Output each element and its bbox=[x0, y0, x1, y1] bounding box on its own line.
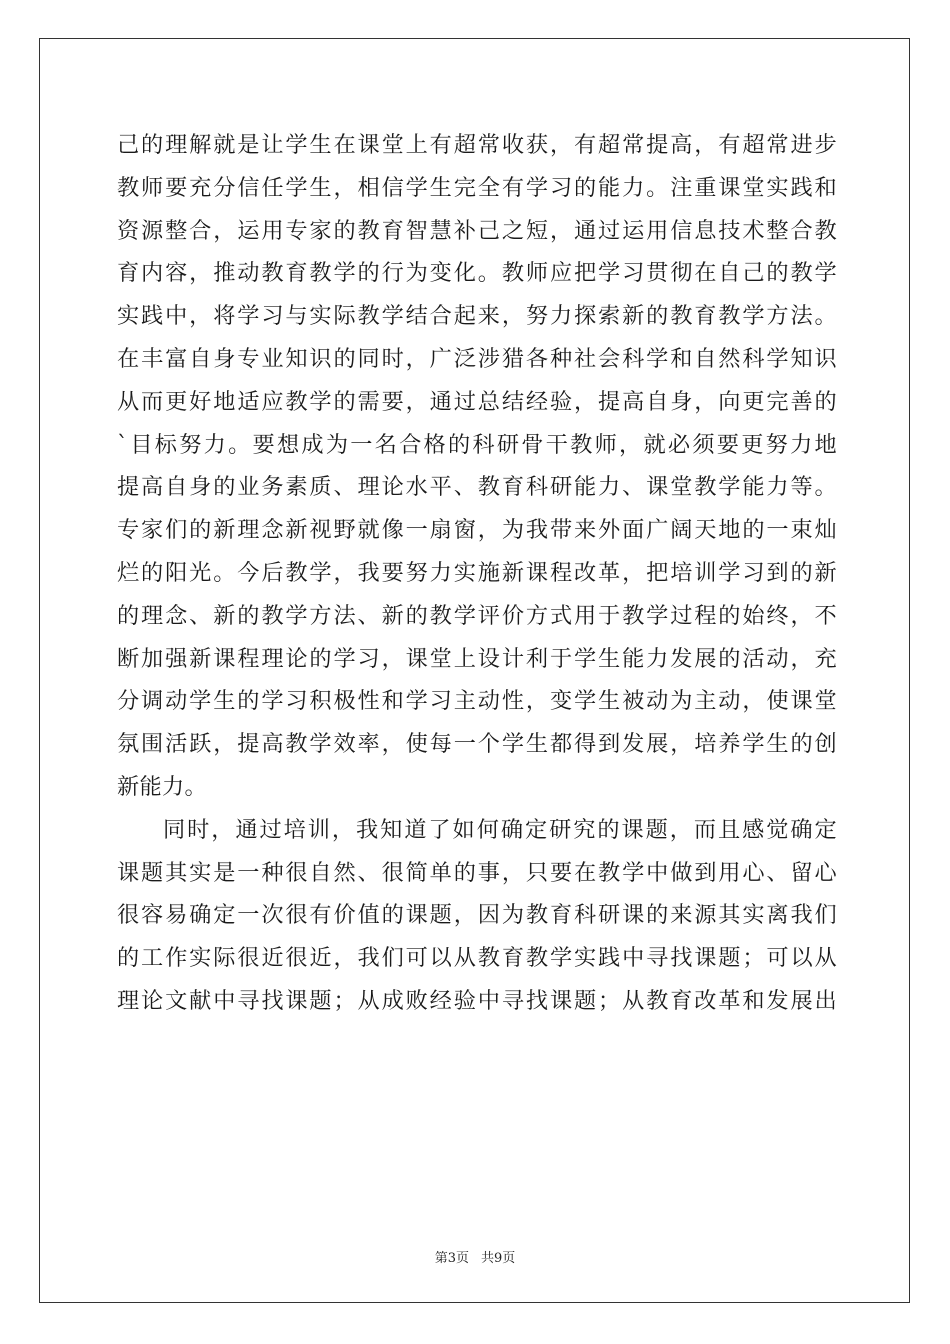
text-line: 教师要充分信任学生，相信学生完全有学习的能力。注重课堂实践和 bbox=[117, 174, 837, 201]
text-line: 提高自身的业务素质、理论水平、教育科研能力、课堂教学能力等。 bbox=[117, 474, 837, 501]
text-line: 烂的阳光。今后教学，我要努力实施新课程改革，把培训学习到的新 bbox=[117, 559, 837, 586]
page-footer bbox=[0, 1247, 950, 1266]
text-line: 很容易确定一次很有价值的课题，因为教育科研课的来源其实离我们 bbox=[117, 902, 837, 929]
text-line: 己的理解就是让学生在课堂上有超常收获，有超常提高，有超常进步 bbox=[117, 132, 837, 158]
text-line: 的工作实际很近很近，我们可以从教育教学实践中寻找课题；可以从 bbox=[117, 945, 837, 972]
text-line: 从而更好地适应教学的需要，通过总结经验，提高自身，向更完善的 bbox=[117, 388, 837, 415]
text-line: 课题其实是一种很自然、很简单的事，只要在教学中做到用心、留心 bbox=[117, 859, 837, 886]
text-line: 资源整合，运用专家的教育智慧补己之短，通过运用信息技术整合教 bbox=[117, 217, 837, 244]
text-line: `目标努力。要想成为一名合格的科研骨干教师，就必须要更努力地 bbox=[117, 431, 837, 458]
text-line: 在丰富自身专业知识的同时，广泛涉猎各种社会科学和自然科学知识 bbox=[117, 345, 837, 372]
text-line: 分调动学生的学习积极性和学习主动性，变学生被动为主动，使课堂 bbox=[117, 688, 837, 715]
text-line: 实践中，将学习与实际教学结合起来，努力探索新的教育教学方法。 bbox=[117, 303, 837, 330]
text-line: 氛围活跃，提高教学效率，使每一个学生都得到发展，培养学生的创 bbox=[117, 731, 837, 758]
text-line: 专家们的新理念新视野就像一扇窗，为我带来外面广阔天地的一束灿 bbox=[117, 517, 837, 544]
text-line: 理论文献中寻找课题；从成败经验中寻找课题；从教育改革和发展出 bbox=[117, 987, 837, 1014]
text-line: 新能力。 bbox=[117, 773, 207, 800]
text-line: 断加强新课程理论的学习，课堂上设计利于学生能力发展的活动，充 bbox=[117, 645, 837, 672]
text-line: 育内容，推动教育教学的行为变化。教师应把学习贯彻在自己的教学 bbox=[117, 260, 837, 287]
page-number: 第3页 bbox=[434, 1251, 469, 1266]
document-body bbox=[117, 124, 837, 1023]
text-line: 同时，通过培训，我知道了如何确定研究的课题，而且感觉确定 bbox=[163, 816, 837, 843]
text-line: 的理念、新的教学方法、新的教学评价方式用于教学过程的始终，不 bbox=[117, 602, 837, 629]
page-total: 共9页 bbox=[481, 1251, 516, 1266]
